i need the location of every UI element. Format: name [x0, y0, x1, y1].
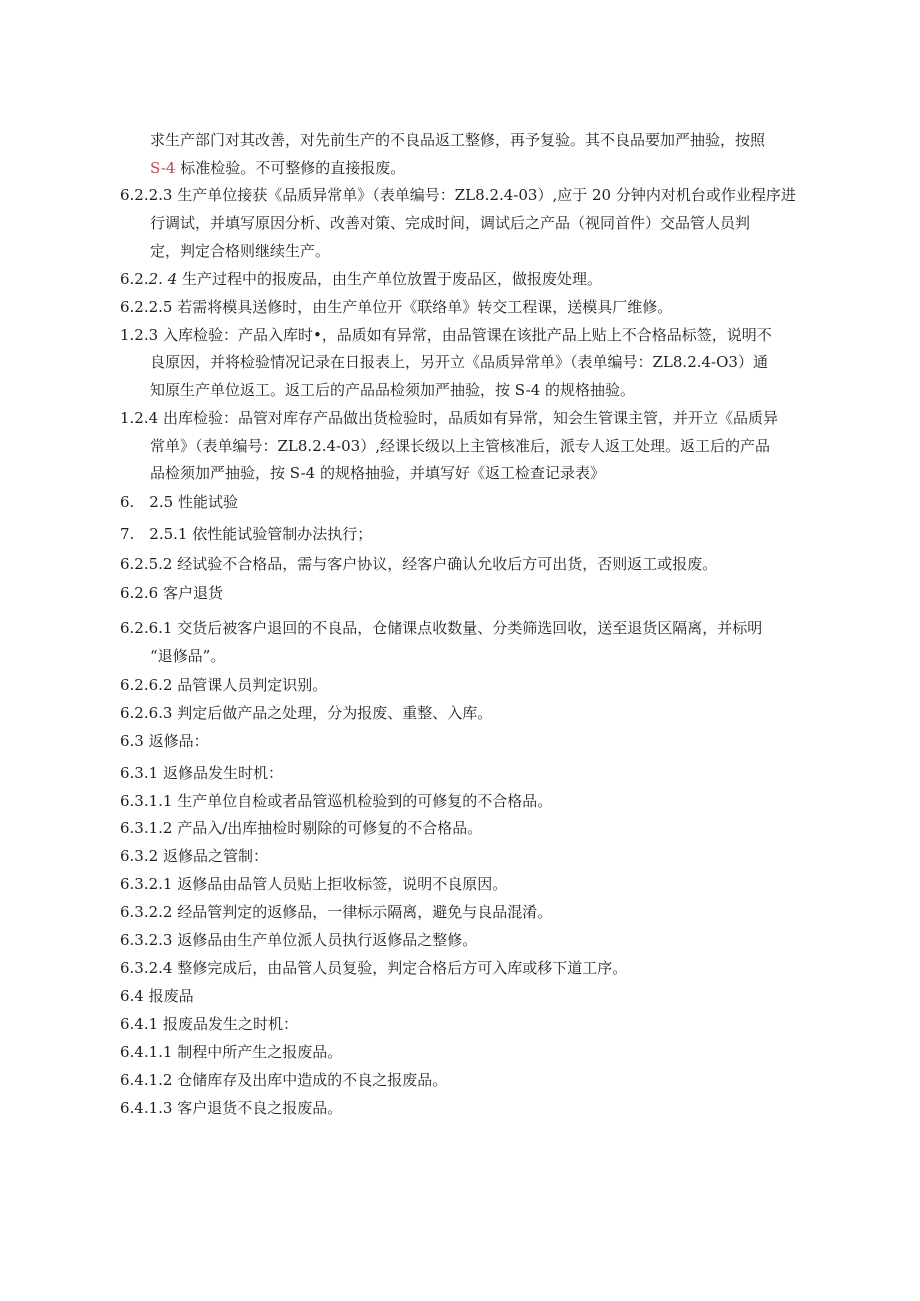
line-text: 经试验不合格品，需与客户协议，经客户确认允收后方可出货，否则返工或报废。: [172, 555, 718, 573]
section-item: [120, 269, 602, 289]
section-number: 6.4.1: [120, 1015, 159, 1033]
section-item: [120, 618, 762, 638]
section-number: 6. 2.5: [120, 493, 174, 511]
paragraph-line: [150, 646, 225, 666]
line-text: 客户退货不良之报废品。: [172, 1099, 343, 1117]
section-item: [120, 1042, 342, 1062]
section-number: 6.3.2.4: [120, 959, 173, 977]
line-text: 报废品: [143, 987, 194, 1005]
line-text: 返修品：: [143, 732, 209, 750]
section-number: 6.2.2.5: [120, 298, 173, 316]
section-number: 6.3.2.3: [120, 931, 173, 949]
section-number: 7. 2.5.1: [120, 525, 188, 543]
line-text: 良原因，并将检验情况记录在日报表上，另开立《品质异常单》（表单编号：ZL8.2.4-O3）通: [150, 353, 768, 371]
section-item: [120, 1098, 342, 1118]
section-number: 6.4: [120, 987, 144, 1005]
line-text: 常单》（表单编号：ZL8.2.4-03）,经课长级以上主管核准后，派专人返工处理。返工后的产品: [150, 437, 770, 455]
line-text: 报废品发生之时机：: [158, 1015, 298, 1033]
section-item: [120, 874, 507, 894]
line-text: 求生产部门对其改善，对先前生产的不良品返工整修，再予复验。其不良品要加严抽验，按照: [150, 131, 766, 149]
section-item: [120, 524, 372, 544]
line-text: 交货后被客户退回的不良品，仓储课点收数量、分类筛选回收，送至退货区隔离，并标明: [172, 619, 763, 637]
line-text: 经品管判定的返修品，一律标示隔离，避免与良品混淆。: [172, 903, 553, 921]
paragraph-line: [150, 241, 330, 261]
paragraph-line: [150, 463, 605, 483]
line-text: 性能试验: [173, 493, 238, 511]
line-text: 返修品由品管人员贴上拒收标签，说明不良原因。: [172, 875, 508, 893]
line-text: 标准检验。不可整修的直接报废。: [175, 159, 406, 177]
section-number: 6.3: [120, 732, 144, 750]
section-number: 6.2.6: [120, 584, 159, 602]
line-text: 品管课人员判定识别。: [172, 676, 328, 694]
line-text: 返修品由生产单位派人员执行返修品之整修。: [172, 931, 478, 949]
section-item: [120, 408, 778, 428]
line-text: 若需将模具送修时，由生产单位开《联络单》转交工程课，送模具厂维修。: [172, 298, 673, 316]
section-item: [120, 763, 283, 783]
line-text: 整修完成后，由品管人员复验，判定合格后方可入库或移下道工序。: [172, 959, 628, 977]
section-item: [120, 818, 482, 838]
section-item: [120, 958, 627, 978]
section-number: 6.2.2.3: [120, 186, 173, 204]
paragraph-line: [150, 436, 770, 456]
section-heading: [120, 492, 238, 512]
section-number: 6.2.6.3: [120, 704, 173, 722]
section-number: 6.2.: [120, 270, 149, 288]
section-item: [120, 675, 327, 695]
line-text: 品检须加严抽验，按 S-4 的规格抽验，并填写好《返工检查记录表》: [150, 464, 605, 482]
section-number: 6.4.1.3: [120, 1099, 173, 1117]
line-text: 返修品发生时机：: [158, 764, 283, 782]
line-text: 生产过程中的报废品，由生产单位放置于废品区，做报废处理。: [177, 270, 603, 288]
section-number: 6.3.1: [120, 764, 159, 782]
line-text: 行调试，并填写原因分析、改善对策、完成时间，调试后之产品（视同首件）交品管人员判: [150, 214, 751, 232]
line-text: 产品入/出库抽检时剔除的可修复的不合格品。: [172, 819, 483, 837]
paragraph-line: [150, 213, 750, 233]
section-number: 6.3.1.1: [120, 792, 173, 810]
section-item: [120, 902, 552, 922]
section-item: [120, 297, 672, 317]
section-heading: [120, 583, 223, 603]
line-text: 入库检验：产品入库时•，品质如有异常，由品管课在该批产品上贴上不合格品标签，说明不: [158, 326, 772, 344]
section-number: 6.2.6.2: [120, 676, 173, 694]
section-item: [120, 554, 717, 574]
section-number: 6.3.2: [120, 847, 159, 865]
section-item: [120, 325, 772, 345]
section-number: 1.2.3: [120, 326, 159, 344]
line-text: 仓储库存及出库中造成的不良之报废品。: [172, 1071, 448, 1089]
line-text: 出库检验：品管对库存产品做出货检验时，品质如有异常，知会生管课主管，并开立《品质异: [158, 409, 778, 427]
line-text: 定，判定合格则继续生产。: [150, 242, 331, 260]
section-item: [120, 930, 477, 950]
paragraph-line: [150, 130, 765, 150]
line-text: 知原生产单位返工。返工后的产品品检须加严抽验，按 S-4 的规格抽验。: [150, 381, 635, 399]
line-text: 判定后做产品之处理，分为报废、重整、入库。: [172, 704, 493, 722]
section-number: 1.2.4: [120, 409, 159, 427]
section-heading: [120, 986, 194, 1006]
paragraph-line: [150, 352, 768, 372]
section-item: [120, 846, 268, 866]
line-text: 客户退货: [158, 584, 223, 602]
section-item: [120, 185, 796, 205]
section-item: [120, 1014, 298, 1034]
line-text: 制程中所产生之报废品。: [172, 1043, 343, 1061]
paragraph-line: [150, 380, 635, 400]
line-text: 返修品之管制：: [158, 847, 268, 865]
paragraph-line: [150, 158, 405, 178]
line-text: “退修品”。: [150, 647, 226, 665]
line-text: 依性能试验管制办法执行；: [187, 525, 373, 543]
section-number: 6.3.2.1: [120, 875, 173, 893]
section-heading: [120, 731, 209, 751]
line-text: 生产单位接获《品质异常单》（表单编号：ZL8.2.4-03）,应于 20 分钟内对机台或作业程序进: [172, 186, 796, 204]
section-number-italic: 2. 4: [148, 270, 178, 288]
section-item: [120, 791, 552, 811]
section-number: 6.4.1.1: [120, 1043, 173, 1061]
line-text: 生产单位自检或者品管巡机检验到的可修复的不合格品。: [172, 792, 553, 810]
standard-code-highlight: S-4: [150, 159, 176, 177]
section-number: 6.3.2.2: [120, 903, 173, 921]
section-number: 6.2.6.1: [120, 619, 173, 637]
section-item: [120, 703, 492, 723]
section-number: 6.4.1.2: [120, 1071, 173, 1089]
section-number: 6.2.5.2: [120, 555, 173, 573]
section-number: 6.3.1.2: [120, 819, 173, 837]
section-item: [120, 1070, 447, 1090]
